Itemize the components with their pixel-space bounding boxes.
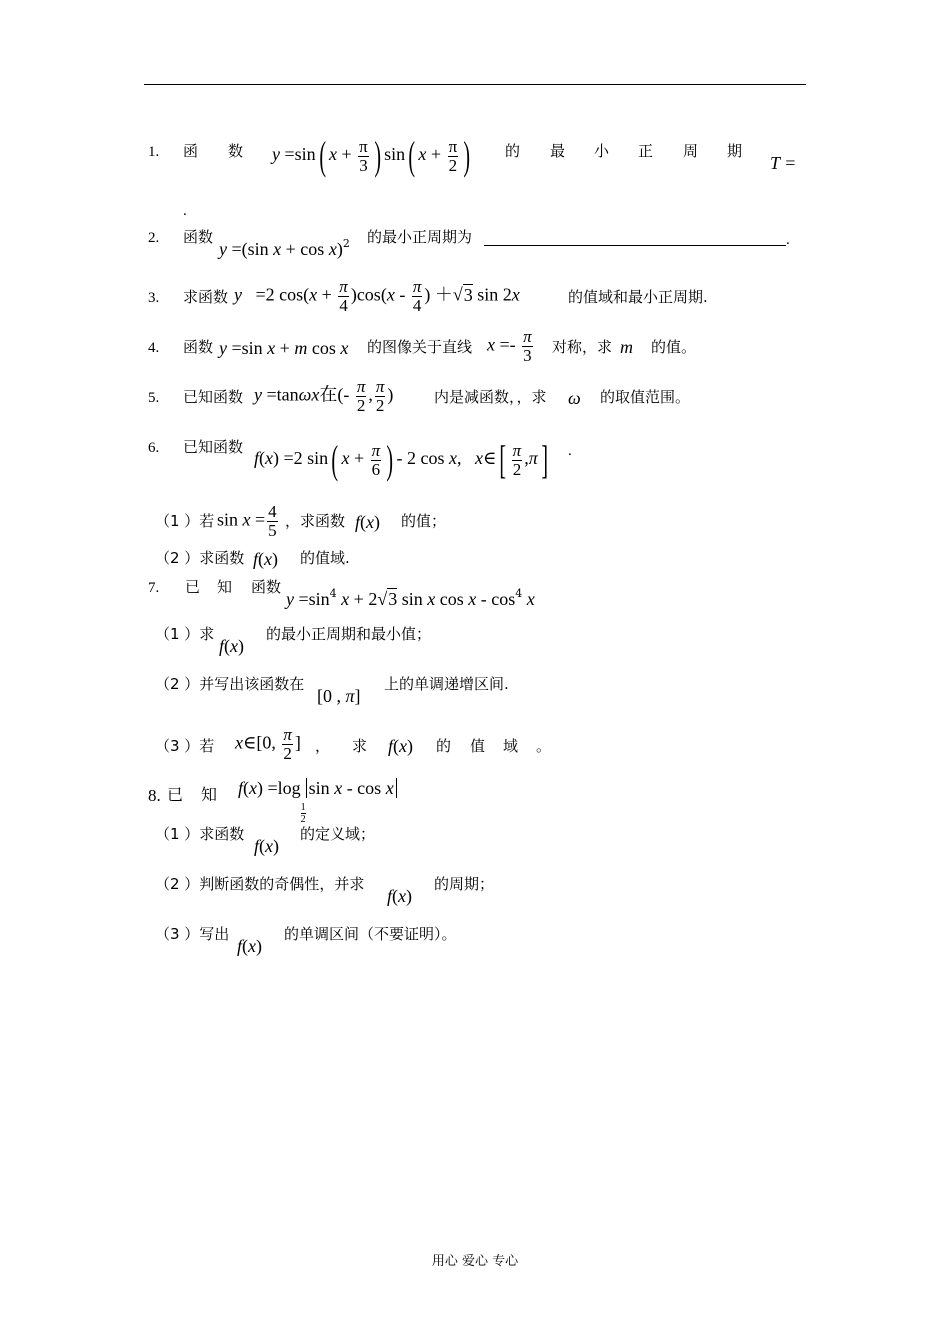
problem-5-text-a: 内是减函数，，求 (434, 388, 547, 406)
problem-6-formula: f(x) =2 sin( x + $\frac{\pi}{6}$ ) - 2 cos x, x∈[ $\frac{\pi}{2}$ ,π] (254, 437, 548, 482)
problem-4-text-c: 的值。 (651, 338, 697, 356)
problem-1-tail-1: 的 (505, 142, 521, 160)
problem-7-sub-1-text: 的最小正周期和最小值； (266, 625, 432, 643)
problem-4-formula: y =sin x + m cos x (219, 338, 349, 358)
problem-7-sub-3-d: 域 (503, 737, 519, 755)
problem-1-formula: y =sin( x + $\frac{\pi}{3}$ ) sin( x + $\frac{\pi}{2}$ ) (272, 133, 471, 178)
problem-8-sub-3-label: （3 ）写出 (155, 925, 230, 943)
problem-3-number: 3. (148, 290, 160, 306)
problem-1-lead-b: 数 (228, 142, 244, 160)
problem-7-lead-c: 函数 (251, 578, 282, 596)
problem-1-tail-3: 小 (594, 142, 610, 160)
problem-1-tail-4: 正 (638, 142, 654, 160)
problem-6-sub-2-label: （2 ）求函数 (155, 549, 245, 567)
problem-3-formula: y =2 cos(x + $\frac{\pi}{4}$ )cos(x - $\frac{\pi}{4}$ ) ＋√3 sin 2x (234, 277, 520, 315)
problem-8-sub-1-fx: f(x) (254, 836, 280, 856)
problem-8-lead-b: 知 (201, 785, 218, 804)
problem-7-sub-1-label: （1 ）求 (155, 625, 215, 643)
problem-6-sub-1-text: ，求函数 (285, 512, 346, 530)
problem-2-lead: 函数 (183, 228, 214, 246)
problem-8-lead-a: 已 (167, 785, 184, 804)
problem-7-sub-3-label: （3 ）若 (155, 737, 215, 755)
problem-3-lead: 求函数 (183, 288, 229, 306)
problem-2-formula: y =(sin x + cos x)$^2$ (219, 237, 350, 259)
problem-5-omega: ω (568, 388, 581, 408)
problem-7-sub-3-a: 求 (352, 737, 368, 755)
problem-7-sub-3-condition: x∈[0, $\frac{\pi}{2}$ ] (235, 725, 301, 763)
problem-4-var-m: m (620, 337, 633, 357)
problem-4-text-a: 的图像关于直线 (367, 338, 473, 356)
problem-7-sub-2-label: （2 ）并写出该函数在 (155, 675, 305, 693)
problem-8-sub-2-label: （2 ）判断函数的奇偶性，并求 (155, 875, 365, 893)
problem-2-number: 2. (148, 230, 160, 246)
problem-6-sub-1-fx: f(x) (355, 512, 381, 532)
problem-5-lead: 已知函数 (183, 388, 244, 406)
problem-7-sub-3-comma: ， (315, 737, 331, 755)
problem-7-lead-b: 知 (217, 578, 233, 596)
problem-7-sub-3-b: 的 (436, 737, 452, 755)
problem-1-dot: . (183, 203, 187, 219)
problem-4-text-b: 对称，求 (552, 338, 613, 356)
problem-2-end: . (786, 232, 790, 248)
problem-7-sub-2-interval: [0 , π] (317, 686, 361, 706)
problem-8-number: 8. (148, 786, 161, 805)
problem-1-tail-2: 最 (550, 142, 566, 160)
problem-1-lead-a: 函 (183, 142, 199, 160)
problem-7-lead-a: 已 (185, 578, 201, 596)
problem-6-lead: 已知函数 (183, 438, 244, 456)
problem-7-sub-2-text: 上的单调递增区间. (384, 675, 509, 693)
problem-1-tail-5: 周 (683, 142, 699, 160)
problem-6-sub-1-condition: sin x = $\frac{4}{5}$ (217, 502, 277, 540)
problem-6-end: . (568, 443, 572, 459)
problem-7-sub-3-c: 值 (470, 737, 486, 755)
problem-4-line: x =- $\frac{\pi}{3}$ (487, 327, 532, 365)
problem-5-text-b: 的取值范围。 (600, 388, 691, 406)
problem-8-sub-1-text: 的定义域； (300, 825, 376, 843)
problem-6-sub-2-fx: f(x) (253, 549, 279, 569)
problem-1-number: 1. (148, 144, 160, 160)
problem-1-answer: T = (770, 153, 797, 173)
problem-6-sub-1-label: （1 ）若 (155, 512, 215, 530)
problem-8-sub-2-fx: f(x) (387, 886, 413, 906)
problem-8-sub-3-fx: f(x) (237, 936, 263, 956)
problem-7-formula: $y =\sin^4$ x + 2√3 sin x cos x - $\cos^4 x$ (286, 587, 535, 609)
problem-6-sub-2-end: 的值域. (300, 549, 350, 567)
header-rule (144, 84, 806, 85)
problem-7-number: 7. (148, 580, 160, 596)
problem-5-number: 5. (148, 390, 160, 406)
problem-8-sub-2-text: 的周期； (434, 875, 495, 893)
problem-7-sub-3-fx: f(x) (388, 736, 414, 756)
problem-1-tail-6: 期 (727, 142, 743, 160)
page-footer: 用心 爱心 专心 (431, 1254, 519, 1269)
problem-7-sub-1-fx: f(x) (219, 636, 245, 656)
problem-2-text: 的最小正周期为 (367, 228, 473, 246)
problem-8-sub-1-label: （1 ）求函数 (155, 825, 245, 843)
problem-3-text: 的值域和最小正周期. (568, 288, 708, 306)
problem-6-sub-1-end: 的值； (401, 512, 447, 530)
problem-4-number: 4. (148, 340, 160, 356)
problem-2-answer-blank (484, 231, 786, 249)
problem-4-lead: 函数 (183, 338, 214, 356)
problem-8-formula: f(x) =log $\frac{1}{2}$ sin x - cos x (238, 779, 397, 825)
problem-7-sub-3-e: 。 (536, 737, 552, 755)
problem-5-formula: y =tanωx在(- $\frac{\pi}{2}$ , $\frac{\pi}{2}$ ) (254, 377, 394, 415)
problem-8-sub-3-text: 的单调区间（不要证明）。 (284, 925, 457, 943)
problem-6-number: 6. (148, 440, 160, 456)
